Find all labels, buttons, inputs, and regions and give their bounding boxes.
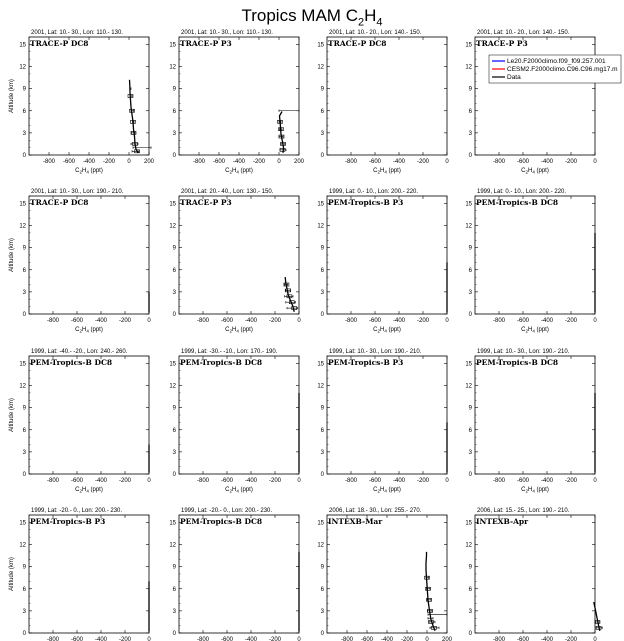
- x-tick-label: -200: [400, 637, 414, 641]
- y-tick-label: 12: [317, 223, 324, 230]
- x-tick-label: 0: [445, 159, 449, 165]
- plot-frame: [179, 356, 299, 474]
- plot-frame: [327, 356, 447, 474]
- campaign-label: TRACE-P DC8: [30, 39, 89, 48]
- x-tick-label: -600: [220, 318, 234, 324]
- panel-9: [9, 349, 151, 494]
- x-tick-label: 0: [297, 637, 301, 641]
- y-tick-label: 0: [468, 472, 472, 478]
- y-tick-label: 6: [320, 586, 324, 593]
- campaign-label: PEM-Tropics-B DC8: [180, 358, 263, 367]
- plot-frame: [179, 515, 299, 633]
- y-tick-label: 0: [172, 472, 176, 478]
- x-tick-label: -600: [70, 318, 84, 324]
- x-tick-label: -800: [344, 318, 358, 324]
- x-tick-label: -800: [46, 637, 60, 641]
- data-profile: [426, 552, 435, 631]
- y-tick-label: 15: [465, 42, 472, 49]
- panel-subtitle: 2001, Lat: 10.- 20., Lon: 140.- 150.: [329, 30, 422, 36]
- campaign-label: PEM-Tropics-B P3: [328, 198, 404, 207]
- y-tick-label: 15: [465, 361, 472, 368]
- panel-16: [465, 508, 602, 641]
- y-tick-label: 12: [317, 542, 324, 549]
- y-tick-label: 6: [320, 267, 324, 274]
- x-tick-label: -600: [368, 478, 382, 484]
- y-tick-label: 15: [317, 201, 324, 208]
- x-tick-label: -400: [540, 159, 554, 165]
- y-tick-label: 9: [320, 245, 324, 252]
- y-tick-label: 12: [465, 223, 472, 230]
- x-axis-label: $C_2H_4$ (ppt): [373, 168, 401, 175]
- y-tick-label: 6: [468, 108, 472, 115]
- y-tick-label: 12: [19, 542, 26, 549]
- panel-subtitle: 1999, Lat: 10.- 30., Lon: 190.- 210.: [477, 349, 570, 355]
- x-tick-label: -800: [196, 637, 210, 641]
- panel-subtitle: 1999, Lat: -40.- -20., Lon: 240.- 260.: [31, 349, 128, 355]
- x-tick-label: -600: [516, 318, 530, 324]
- x-tick-label: 0: [277, 159, 281, 165]
- y-tick-label: 9: [22, 86, 26, 93]
- x-tick-label: 0: [147, 318, 151, 324]
- y-tick-label: 6: [22, 427, 26, 434]
- y-tick-label: 9: [172, 86, 176, 93]
- x-axis-label: $C_2H_4$ (ppt): [225, 168, 253, 175]
- y-tick-label: 3: [320, 449, 324, 456]
- x-tick-label: -800: [492, 159, 506, 165]
- x-tick-label: -400: [94, 637, 108, 641]
- legend-label: CESM2.F2000climo.C96.C96.mg17.m: [507, 66, 618, 74]
- x-tick-label: -600: [368, 318, 382, 324]
- y-tick-label: 6: [468, 586, 472, 593]
- y-tick-label: 3: [468, 608, 472, 615]
- y-tick-label: 3: [320, 289, 324, 296]
- x-tick-label: -800: [46, 478, 60, 484]
- x-tick-label: -400: [244, 637, 258, 641]
- x-tick-label: -200: [252, 159, 266, 165]
- y-tick-label: 0: [320, 472, 324, 478]
- x-tick-label: -800: [196, 478, 210, 484]
- y-tick-label: 15: [19, 42, 26, 49]
- campaign-label: PEM-Tropics-B P3: [30, 517, 106, 526]
- y-tick-label: 3: [172, 449, 176, 456]
- y-tick-label: 3: [22, 130, 26, 137]
- y-tick-label: 0: [320, 153, 324, 159]
- campaign-label: PEM-Tropics-B DC8: [476, 198, 559, 207]
- y-tick-label: 0: [172, 631, 176, 637]
- plot-frame: [475, 356, 595, 474]
- x-tick-label: 200: [143, 159, 155, 165]
- x-tick-label: 0: [445, 478, 449, 484]
- y-tick-label: 9: [172, 245, 176, 252]
- x-axis-label: $C_2H_4$ (ppt): [225, 487, 253, 494]
- x-tick-label: -800: [492, 478, 506, 484]
- figure-title: Tropics MAM $C_2H_4$: [241, 6, 383, 29]
- x-tick-label: -600: [70, 478, 84, 484]
- x-tick-label: -200: [268, 318, 282, 324]
- y-tick-label: 15: [317, 520, 324, 527]
- panel-subtitle: 2001, Lat: 10.- 20., Lon: 140.- 150.: [477, 30, 570, 36]
- y-tick-label: 15: [169, 361, 176, 368]
- y-tick-label: 0: [22, 631, 26, 637]
- x-tick-label: -400: [94, 478, 108, 484]
- y-tick-label: 3: [22, 289, 26, 296]
- campaign-label: INTEXB-Mar: [328, 517, 383, 526]
- y-tick-label: 9: [468, 86, 472, 93]
- y-tick-label: 9: [320, 86, 324, 93]
- plot-frame: [475, 515, 595, 633]
- x-tick-label: -400: [392, 318, 406, 324]
- x-tick-label: -400: [244, 478, 258, 484]
- campaign-label: PEM-Tropics-B DC8: [476, 358, 559, 367]
- plot-frame: [327, 515, 447, 633]
- x-tick-label: -400: [94, 318, 108, 324]
- y-tick-label: 0: [320, 631, 324, 637]
- x-tick-label: 0: [147, 637, 151, 641]
- plot-frame: [475, 37, 595, 155]
- x-tick-label: -400: [392, 478, 406, 484]
- x-axis-label: $C_2H_4$ (ppt): [225, 327, 253, 334]
- x-tick-label: -200: [102, 159, 116, 165]
- y-tick-label: 15: [169, 42, 176, 49]
- x-tick-label: -200: [416, 159, 430, 165]
- panel-13: [9, 508, 151, 641]
- y-tick-label: 12: [317, 383, 324, 390]
- y-tick-label: 9: [468, 405, 472, 412]
- x-tick-label: -600: [516, 159, 530, 165]
- x-tick-label: -400: [392, 159, 406, 165]
- x-tick-label: -200: [564, 478, 578, 484]
- x-tick-label: -800: [492, 318, 506, 324]
- panel-3: [317, 30, 449, 175]
- y-tick-label: 3: [22, 449, 26, 456]
- y-tick-label: 3: [468, 289, 472, 296]
- panel-subtitle: 2001, Lat: 10.- 30., Lon: 110.- 130.: [181, 30, 273, 36]
- panel-subtitle: 1999, Lat: -20.- 0., Lon: 200.- 230.: [31, 508, 123, 514]
- y-tick-label: 0: [172, 312, 176, 318]
- y-tick-label: 0: [22, 153, 26, 159]
- y-axis-label: Altitude (km): [9, 79, 15, 113]
- x-tick-label: -800: [192, 159, 206, 165]
- legend-label: Data: [507, 74, 521, 82]
- panel-subtitle: 1999, Lat: 0.- 10., Lon: 200.- 220.: [477, 189, 567, 195]
- y-tick-label: 3: [468, 130, 472, 137]
- y-tick-label: 9: [468, 245, 472, 252]
- x-axis-label: $C_2H_4$ (ppt): [75, 168, 103, 175]
- x-tick-label: -400: [540, 478, 554, 484]
- y-tick-label: 12: [19, 64, 26, 71]
- panel-14: [169, 508, 301, 641]
- x-tick-label: -200: [268, 478, 282, 484]
- x-tick-label: 200: [293, 159, 305, 165]
- y-tick-label: 6: [172, 427, 176, 434]
- y-tick-label: 15: [19, 201, 26, 208]
- plot-frame: [179, 196, 299, 314]
- y-tick-label: 12: [19, 223, 26, 230]
- y-tick-label: 9: [22, 245, 26, 252]
- y-tick-label: 12: [169, 223, 176, 230]
- panel-11: [317, 349, 449, 494]
- y-tick-label: 12: [169, 542, 176, 549]
- y-tick-label: 6: [172, 586, 176, 593]
- x-tick-label: -600: [220, 637, 234, 641]
- y-tick-label: 12: [169, 64, 176, 71]
- x-tick-label: 0: [593, 318, 597, 324]
- y-tick-label: 9: [320, 405, 324, 412]
- campaign-label: PEM-Tropics-B DC8: [180, 517, 263, 526]
- y-tick-label: 12: [465, 64, 472, 71]
- y-tick-label: 0: [22, 312, 26, 318]
- y-tick-label: 6: [172, 267, 176, 274]
- data-profile: [285, 277, 294, 312]
- data-profile: [280, 112, 284, 153]
- plot-frame: [29, 196, 149, 314]
- y-tick-label: 0: [468, 312, 472, 318]
- x-tick-label: -200: [564, 159, 578, 165]
- x-tick-label: 200: [441, 637, 453, 641]
- panel-15: [317, 508, 452, 641]
- x-tick-label: 0: [593, 478, 597, 484]
- x-tick-label: -400: [540, 318, 554, 324]
- y-tick-label: 9: [468, 564, 472, 571]
- y-tick-label: 3: [22, 608, 26, 615]
- y-tick-label: 15: [169, 520, 176, 527]
- x-tick-label: -600: [516, 478, 530, 484]
- campaign-label: TRACE-P P3: [180, 39, 232, 48]
- y-tick-label: 9: [172, 405, 176, 412]
- panel-4: [465, 30, 621, 175]
- plot-frame: [29, 515, 149, 633]
- y-tick-label: 9: [22, 405, 26, 412]
- x-tick-label: -200: [564, 637, 578, 641]
- y-tick-label: 0: [172, 153, 176, 159]
- x-tick-label: -600: [220, 478, 234, 484]
- x-tick-label: -200: [118, 318, 132, 324]
- x-tick-label: -600: [368, 159, 382, 165]
- y-tick-label: 15: [19, 361, 26, 368]
- campaign-label: INTEXB-Apr: [476, 517, 529, 526]
- x-tick-label: -800: [46, 318, 60, 324]
- x-tick-label: -400: [232, 159, 246, 165]
- campaign-label: TRACE-P P3: [180, 198, 232, 207]
- plot-frame: [327, 196, 447, 314]
- panel-10: [169, 349, 301, 494]
- y-tick-label: 12: [169, 383, 176, 390]
- x-axis-label: $C_2H_4$ (ppt): [373, 487, 401, 494]
- x-tick-label: -800: [42, 159, 56, 165]
- y-tick-label: 15: [317, 42, 324, 49]
- y-axis-label: Altitude (km): [9, 557, 15, 591]
- y-tick-label: 3: [468, 449, 472, 456]
- y-tick-label: 6: [320, 427, 324, 434]
- x-tick-label: 0: [127, 159, 131, 165]
- y-tick-label: 9: [22, 564, 26, 571]
- y-tick-label: 12: [19, 383, 26, 390]
- legend-label: Le20.F2000climo.f09_f09.257.001: [507, 58, 606, 66]
- x-tick-label: -200: [268, 637, 282, 641]
- x-tick-label: -400: [244, 318, 258, 324]
- panel-2: [169, 30, 304, 175]
- x-tick-label: -200: [118, 478, 132, 484]
- panel-12: [465, 349, 597, 494]
- x-tick-label: -800: [344, 478, 358, 484]
- y-tick-label: 6: [172, 108, 176, 115]
- y-tick-label: 6: [22, 586, 26, 593]
- campaign-label: TRACE-P DC8: [30, 198, 89, 207]
- y-tick-label: 6: [320, 108, 324, 115]
- panel-subtitle: 2001, Lat: 10.- 30., Lon: 190.- 210.: [31, 189, 124, 195]
- y-tick-label: 15: [465, 520, 472, 527]
- panel-7: [317, 189, 449, 334]
- data-profile: [130, 80, 139, 153]
- x-tick-label: 0: [425, 637, 429, 641]
- y-tick-label: 3: [172, 130, 176, 137]
- x-tick-label: 0: [147, 478, 151, 484]
- x-tick-label: -800: [340, 637, 354, 641]
- y-tick-label: 3: [320, 608, 324, 615]
- y-tick-label: 15: [317, 361, 324, 368]
- panel-subtitle: 1999, Lat: 0.- 10., Lon: 200.- 220.: [329, 189, 419, 195]
- y-tick-label: 0: [468, 153, 472, 159]
- x-tick-label: 0: [593, 637, 597, 641]
- x-tick-label: -600: [360, 637, 374, 641]
- plot-frame: [475, 196, 595, 314]
- y-axis-label: Altitude (km): [9, 238, 15, 272]
- y-tick-label: 15: [19, 520, 26, 527]
- panel-subtitle: 1999, Lat: 10.- 30., Lon: 190.- 210.: [329, 349, 422, 355]
- y-tick-label: 3: [172, 289, 176, 296]
- x-axis-label: $C_2H_4$ (ppt): [75, 487, 103, 494]
- x-axis-label: $C_2H_4$ (ppt): [373, 327, 401, 334]
- x-tick-label: -400: [540, 637, 554, 641]
- x-tick-label: -800: [196, 318, 210, 324]
- panel-subtitle: 2006, Lat: 15.- 25., Lon: 190.- 210.: [477, 508, 570, 514]
- plot-frame: [29, 356, 149, 474]
- panel-subtitle: 1999, Lat: -30.- -10., Lon: 170.- 190.: [181, 349, 278, 355]
- x-tick-label: -600: [70, 637, 84, 641]
- x-tick-label: -600: [516, 637, 530, 641]
- panel-1: [9, 30, 155, 175]
- y-tick-label: 6: [22, 108, 26, 115]
- panel-6: [169, 189, 301, 334]
- y-tick-label: 9: [172, 564, 176, 571]
- x-axis-label: $C_2H_4$ (ppt): [521, 168, 549, 175]
- x-tick-label: -200: [564, 318, 578, 324]
- panel-subtitle: 2001, Lat: 20.- 40., Lon: 130.- 150.: [181, 189, 274, 195]
- y-tick-label: 6: [468, 267, 472, 274]
- panel-subtitle: 2006, Lat: 18.- 30., Lon: 255.- 270.: [329, 508, 422, 514]
- x-tick-label: 0: [297, 318, 301, 324]
- y-tick-label: 6: [468, 427, 472, 434]
- x-tick-label: -400: [380, 637, 394, 641]
- y-tick-label: 12: [465, 383, 472, 390]
- x-tick-label: 0: [593, 159, 597, 165]
- x-tick-label: -200: [118, 637, 132, 641]
- panel-8: [465, 189, 597, 334]
- y-tick-label: 0: [320, 312, 324, 318]
- x-axis-label: $C_2H_4$ (ppt): [521, 487, 549, 494]
- x-tick-label: 0: [445, 318, 449, 324]
- y-tick-label: 0: [468, 631, 472, 637]
- y-tick-label: 15: [465, 201, 472, 208]
- x-tick-label: -200: [416, 318, 430, 324]
- campaign-label: TRACE-P P3: [476, 39, 528, 48]
- y-tick-label: 9: [320, 564, 324, 571]
- y-tick-label: 15: [169, 201, 176, 208]
- panel-5: [9, 189, 151, 334]
- plot-frame: [327, 37, 447, 155]
- x-axis-label: $C_2H_4$ (ppt): [75, 327, 103, 334]
- panel-subtitle: 1999, Lat: -20.- 0., Lon: 200.- 230.: [181, 508, 273, 514]
- y-tick-label: 3: [172, 608, 176, 615]
- y-tick-label: 3: [320, 130, 324, 137]
- campaign-label: PEM-Tropics-B P3: [328, 358, 404, 367]
- campaign-label: TRACE-P DC8: [328, 39, 387, 48]
- x-tick-label: -800: [344, 159, 358, 165]
- panel-subtitle: 2001, Lat: 10.- 30., Lon: 110.- 130.: [31, 30, 123, 36]
- y-tick-label: 12: [465, 542, 472, 549]
- x-tick-label: -600: [62, 159, 76, 165]
- x-tick-label: -800: [492, 637, 506, 641]
- y-tick-label: 12: [317, 64, 324, 71]
- y-axis-label: Altitude (km): [9, 398, 15, 432]
- y-tick-label: 6: [22, 267, 26, 274]
- x-tick-label: -400: [82, 159, 96, 165]
- y-tick-label: 0: [22, 472, 26, 478]
- x-tick-label: 0: [297, 478, 301, 484]
- x-axis-label: $C_2H_4$ (ppt): [521, 327, 549, 334]
- x-tick-label: -600: [212, 159, 226, 165]
- campaign-label: PEM-Tropics-B DC8: [30, 358, 113, 367]
- x-tick-label: -200: [416, 478, 430, 484]
